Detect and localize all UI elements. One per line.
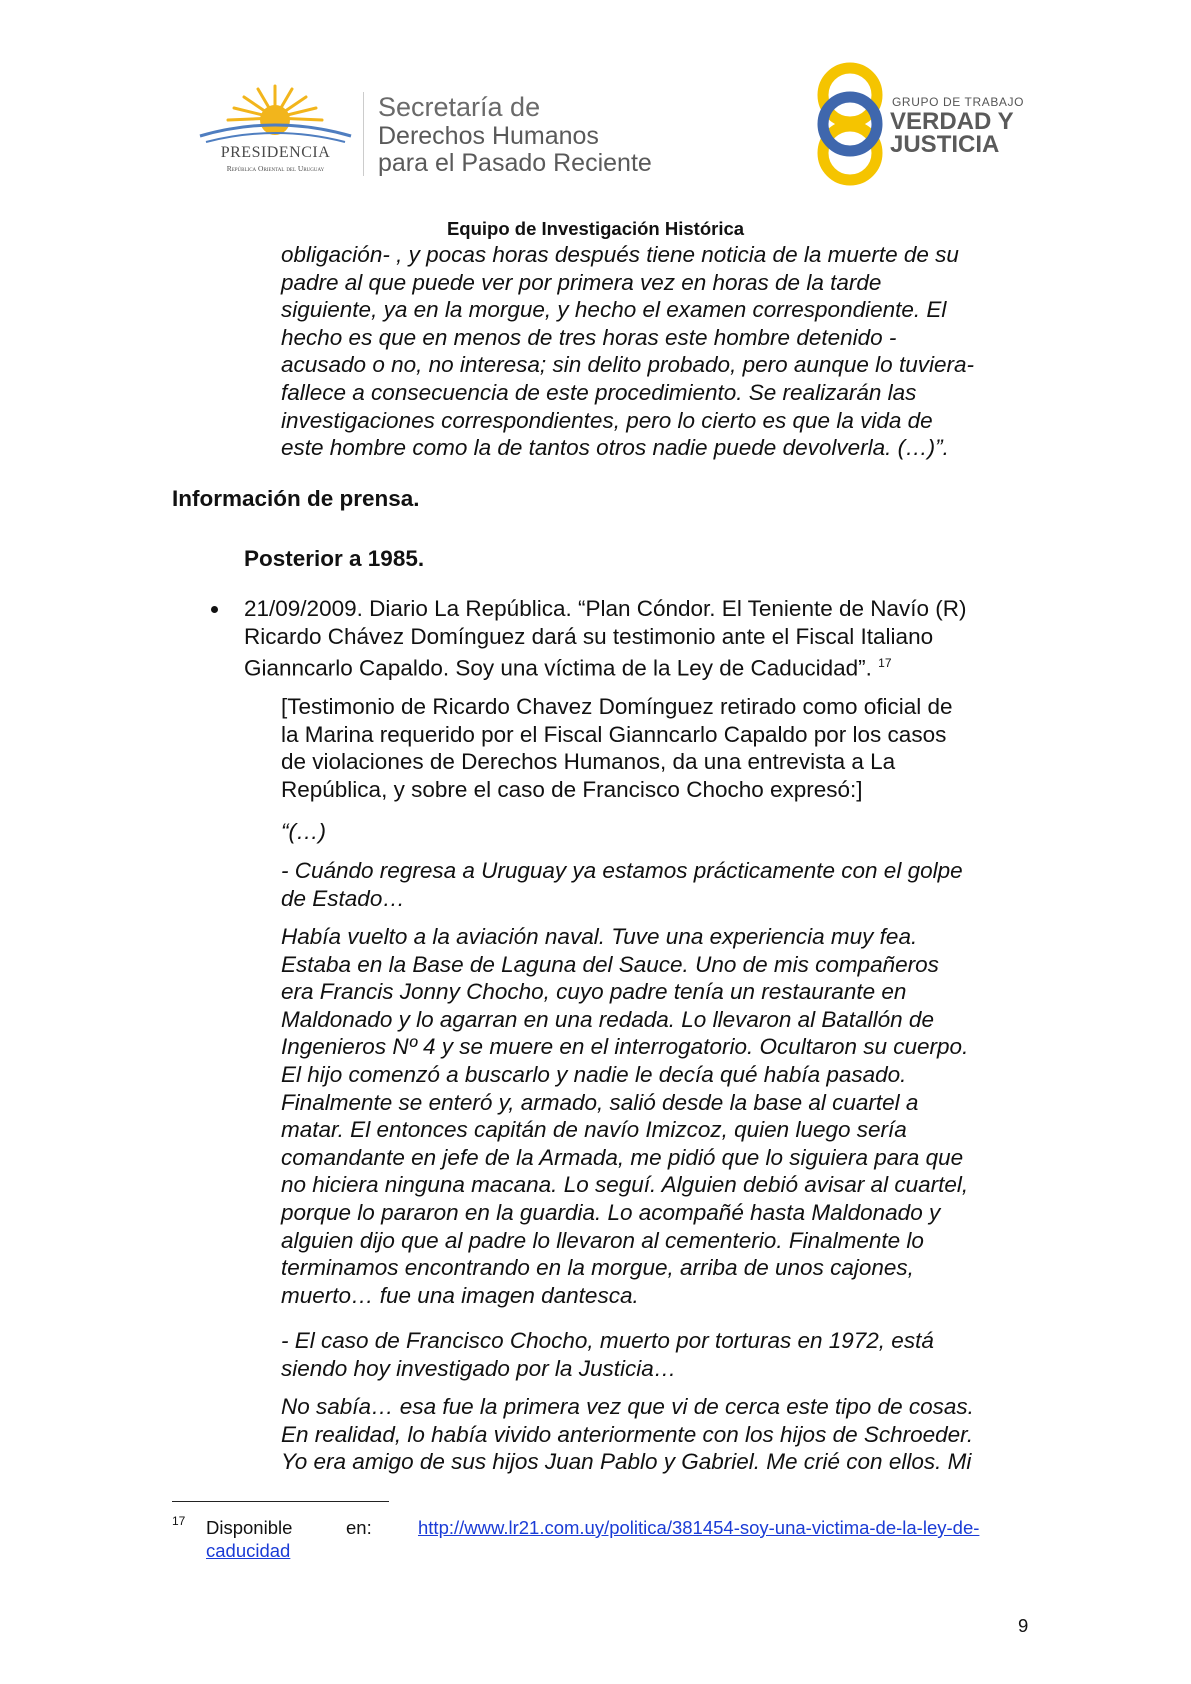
bracket-line: [Testimonio de Ricardo Chavez Domínguez retirado como oficial de [281, 694, 953, 719]
answer-line: No sabía… esa fue la primera vez que vi de cerca este tipo de cosas. [281, 1394, 974, 1419]
answer-1 [281, 923, 1025, 1309]
bracket-line: República, y sobre el caso de Francisco Chocho expresó:] [281, 776, 863, 802]
quote-line: siguiente, ya en la morgue, y hecho el examen correspondiente. El [281, 297, 947, 323]
equipo-title: Equipo de Investigación Histórica [446, 218, 745, 239]
question-2 [281, 1327, 1025, 1382]
footnote-separator [172, 1501, 389, 1502]
header-divider [363, 92, 364, 176]
answer-line: Había vuelto a la aviación naval. Tuve una experiencia muy fea. [281, 924, 918, 949]
quote-line: investigaciones correspondientes, pero lo cierto es que la vida de [281, 407, 933, 433]
top-quote [281, 241, 1025, 462]
answer-line: comandante en jefe de la Armada, me pidió que lo siguiera para que [281, 1144, 964, 1170]
quote-line: hecho es que en menos de tres horas este hombre detenido - [281, 324, 897, 350]
page-number: 9 [1018, 1615, 1029, 1636]
answer-line: Ingenieros Nº 4 y se muere en el interrogatorio. Ocultaron su cuerpo. [281, 1034, 969, 1060]
answer-line: era Francis Jonny Chocho, cuyo padre tenía un restaurante en [281, 979, 907, 1005]
subheading: Posterior a 1985. [244, 546, 425, 571]
grupo-line1: GRUPO DE TRABAJO [892, 95, 1025, 109]
answer-line: El hijo comenzó a buscarlo y nadie le decía qué había pasado. [281, 1061, 907, 1087]
bullet-line-last [244, 650, 1028, 682]
quote-line: obligación- , y pocas horas después tiene noticia de la muerte de su [281, 242, 959, 267]
question-1 [281, 857, 1025, 912]
bullet-line: Gianncarlo Capaldo. Soy una víctima de la Ley de Caducidad”. [244, 655, 872, 681]
ellipsis-quote: “(…) [281, 819, 326, 844]
footnote-link-part1[interactable]: http://www.lr21.com.uy/politica/381454-soy-una-victima-de-la-ley-de- [418, 1517, 980, 1538]
grupo-line2: VERDAD Y [890, 108, 1014, 135]
answer-line: alguien dijo que al padre lo llevaron al cementerio. Finalmente lo [281, 1227, 924, 1253]
bracket-line: de violaciones de Derechos Humanos, da una entrevista a La [281, 749, 896, 775]
answer-line: no hiciera ninguna macana. Lo seguí. Alguien debió avisar al cuartel, [281, 1172, 969, 1198]
sun-emblem-icon [198, 84, 353, 146]
answer-line: porque lo pararon en la guardia. Lo acompañé hasta Maldonado y [281, 1199, 941, 1225]
bullet-line: Ricardo Chávez Domínguez dará su testimonio ante el Fiscal Italiano [244, 623, 934, 649]
footnote-label: Disponible [206, 1517, 293, 1538]
answer-2 [281, 1393, 1025, 1476]
answer-line: En realidad, lo había vivido anteriormente con los hijos de Schroeder. [281, 1421, 974, 1447]
answer-line: muerto… fue una imagen dantesca. [281, 1282, 639, 1308]
bullet-line: 21/09/2009. Diario La República. “Plan Cóndor. El Teniente de Navío (R) [244, 596, 967, 621]
presidencia-logo [198, 84, 353, 174]
section-heading: Información de prensa. [172, 486, 420, 511]
answer-line: Yo era amigo de sus hijos Juan Pablo y Gabriel. Me crié con ellos. Mi [281, 1449, 972, 1475]
bracket-paragraph [281, 693, 1028, 803]
question-line: siendo hoy investigado por la Justicia… [281, 1355, 677, 1381]
quote-line: fallece a consecuencia de este procedimiento. Se realizarán las [281, 379, 917, 405]
answer-line: terminamos encontrando en la morgue, arriba de unos cajones, [281, 1255, 914, 1281]
answer-line: Estaba en la Base de Laguna del Sauce. Uno de mis compañeros [281, 951, 939, 977]
quote-line: acusado o no, no interesa; sin delito probado, pero aunque lo tuviera- [281, 352, 974, 378]
presidencia-text: PRESIDENCIA [220, 144, 331, 161]
footnote-ref[interactable]: 17 [878, 656, 892, 671]
secretaria-line3: para el Pasado Reciente [378, 149, 652, 177]
footnote-number: 17 [172, 1514, 186, 1528]
bullet-marker [211, 606, 218, 613]
grupo-line3: JUSTICIA [890, 131, 1000, 158]
question-line: de Estado… [281, 885, 405, 911]
quote-line: padre al que puede ver por primera vez en horas de la tarde [281, 269, 882, 295]
answer-line: matar. El entonces capitán de navío Imizcoz, quien luego sería [281, 1117, 907, 1143]
footnote-en: en: [346, 1517, 372, 1538]
bullet-item [244, 595, 1028, 682]
verdad-justicia-rings-icon [815, 62, 885, 186]
answer-line: Maldonado y lo agarran en una redada. Lo llevaron al Batallón de [281, 1006, 934, 1032]
bracket-line: la Marina requerido por el Fiscal Gianncarlo Capaldo por los casos [281, 721, 947, 747]
secretaria-line2: Derechos Humanos [378, 122, 599, 150]
question-line: - Cuándo regresa a Uruguay ya estamos prácticamente con el golpe [281, 858, 963, 883]
quote-line: este hombre como la de tantos otros nadie puede devolverla. (…)”. [281, 435, 949, 461]
question-line: - El caso de Francisco Chocho, muerto por torturas en 1972, está [281, 1328, 934, 1353]
footnote-link-part2[interactable]: caducidad [206, 1540, 291, 1561]
republica-text: República Oriental del Uruguay [226, 164, 325, 173]
answer-line: Finalmente se enteró y, armado, salió desde la base al cuartel a [281, 1089, 919, 1115]
secretaria-line1: Secretaría de [378, 92, 541, 122]
